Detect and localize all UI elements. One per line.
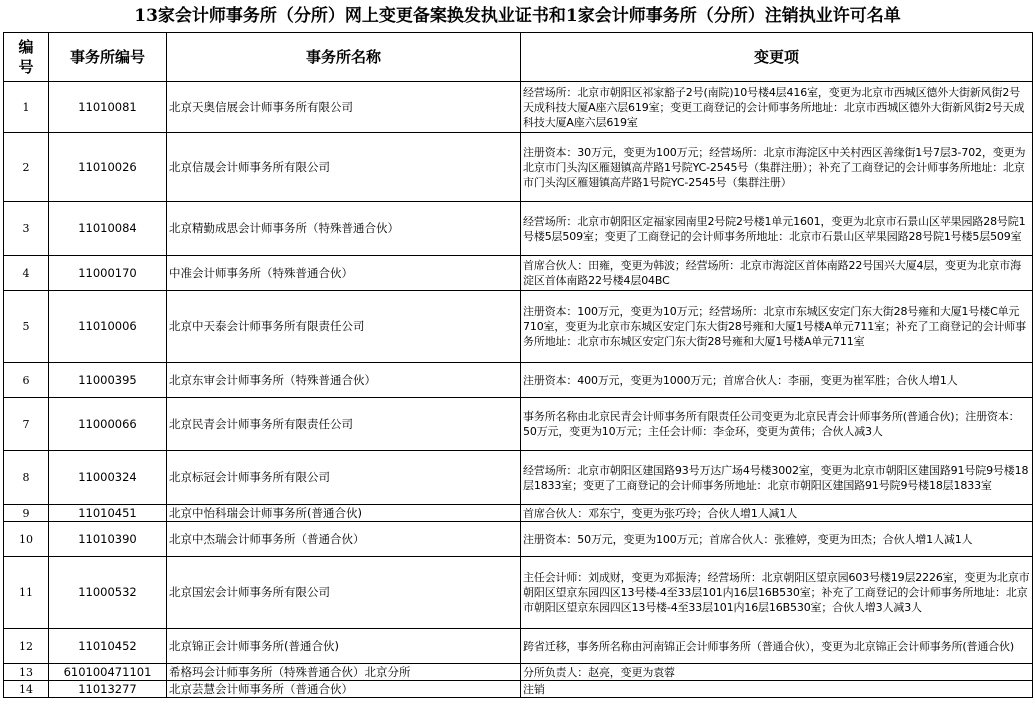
row-change: 注册资本：100万元，变更为10万元；经营场所：北京市东城区安定门东大街28号雍和大厦1号楼C单元710室，变更为北京市东城区安定门东大街28号雍和大厦1号楼A单元711室；补充了工商登记的会计师事务所地址：北京市东城区安定门东大街28号雍和大厦1号楼A单元711室: [521, 291, 1033, 363]
row-index: 8: [4, 451, 49, 505]
row-index: 13: [4, 664, 49, 681]
row-change: 经营场所：北京市朝阳区建国路93号万达广场4号楼3002室，变更为北京市朝阳区建国路91号院9号楼18层1833室；变更了工商登记的会计师事务所地址：北京市朝阳区建国路91号院9号楼18层1833室: [521, 451, 1033, 505]
header-index-label: 编号: [18, 38, 34, 76]
row-name: 北京标冠会计师事务所有限公司: [167, 451, 521, 505]
table-row: [4, 256, 1033, 291]
table-row: [4, 363, 1033, 398]
row-name: 北京中天泰会计师事务所有限责任公司: [167, 291, 521, 363]
row-name: 北京东审会计师事务所（特殊普通合伙）: [167, 363, 521, 398]
row-code: 11000066: [49, 398, 167, 451]
table-row: [4, 291, 1033, 363]
header-row: [4, 33, 1033, 82]
table-row: [4, 451, 1033, 505]
row-code: 11010084: [49, 202, 167, 256]
row-code: 11000532: [49, 557, 167, 629]
table-row: [4, 82, 1033, 133]
table-row: [4, 664, 1033, 681]
row-index: 6: [4, 363, 49, 398]
table-row: [4, 557, 1033, 629]
row-code: 11010452: [49, 629, 167, 664]
row-change: 注册资本：50万元，变更为100万元；首席合伙人：张雅婷，变更为田杰；合伙人增1人减1人: [521, 522, 1033, 557]
row-index: 2: [4, 133, 49, 202]
row-index: 5: [4, 291, 49, 363]
row-change: 首席合伙人：田雍，变更为韩波；经营场所：北京市海淀区首体南路22号国兴大厦4层，变更为北京市海淀区首体南路22号楼4层04BC: [521, 256, 1033, 291]
row-code: 11000324: [49, 451, 167, 505]
row-code: 11010451: [49, 505, 167, 522]
row-name: 希格玛会计师事务所（特殊普通合伙）北京分所: [167, 664, 521, 681]
row-name: 北京国宏会计师事务所有限公司: [167, 557, 521, 629]
table-row: [4, 681, 1033, 698]
row-code: 11000395: [49, 363, 167, 398]
header-change: 变更项: [521, 33, 1033, 82]
row-change: 注册资本：30万元，变更为100万元；经营场所：北京市海淀区中关村西区善缘街1号7层3-702，变更为北京市门头沟区雁翅镇高芹路1号院YC-2545号（集群注册）；补充了工商登记的会计师事务所地址：北京市门头沟区雁翅镇高芹路1号院YC-2545号（集群注册）: [521, 133, 1033, 202]
table-row: [4, 202, 1033, 256]
row-name: 北京民青会计师事务所有限责任公司: [167, 398, 521, 451]
header-code: 事务所编号: [49, 33, 167, 82]
row-name: 北京中杰瑞会计师事务所（普通合伙）: [167, 522, 521, 557]
row-change: 事务所名称由北京民青会计师事务所有限责任公司变更为北京民青会计师事务所(普通合伙)；注册资本：50万元，变更为10万元；主任会计师：李金环，变更为黄伟；合伙人减3人: [521, 398, 1033, 451]
row-change: 主任会计师：刘成财，变更为邓振涛；经营场所：北京朝阳区望京园603号楼19层2226室，变更为北京市朝阳区望京东园四区13号楼-4至33层101内16层16B530室；补充了工商登记的会计师事务所地址：北京市朝阳区望京东园四区13号楼-4至33层101内16层16B530室；合伙人增3人减3人: [521, 557, 1033, 629]
row-index: 3: [4, 202, 49, 256]
row-index: 10: [4, 522, 49, 557]
row-code: 11010026: [49, 133, 167, 202]
row-index: 11: [4, 557, 49, 629]
document-title: 13家会计师事务所（分所）网上变更备案换发执业证书和1家会计师事务所（分所）注销执业许可名单: [134, 6, 901, 26]
row-code: 11013277: [49, 681, 167, 698]
row-change: 注册资本：400万元，变更为1000万元；首席合伙人：李丽，变更为崔军胜；合伙人增1人: [521, 363, 1033, 398]
table-row: [4, 133, 1033, 202]
table-row: [4, 629, 1033, 664]
row-change: 跨省迁移，事务所名称由河南锦正会计师事务所（普通合伙），变更为北京锦正会计师事务所(普通合伙): [521, 629, 1033, 664]
row-code: 11010390: [49, 522, 167, 557]
row-change: 经营场所：北京市朝阳区祁家豁子2号(南院)10号楼4层416室，变更为北京市西城区德外大街新风街2号天成科技大厦A座六层619室；变更工商登记的会计师事务所地址：北京市西城区德外大街新风街2号天成科技大厦A座六层619室: [521, 82, 1033, 133]
row-code: 11010081: [49, 82, 167, 133]
row-name: 北京锦正会计师事务所(普通合伙): [167, 629, 521, 664]
row-name: 北京中怡科瑞会计师事务所(普通合伙): [167, 505, 521, 522]
row-index: 9: [4, 505, 49, 522]
row-change: 分所负责人：赵亮，变更为袁蓉: [521, 664, 1033, 681]
row-name: 北京芸慧会计师事务所（普通合伙）: [167, 681, 521, 698]
registry-table: [3, 32, 1033, 698]
row-index: 7: [4, 398, 49, 451]
row-name: 北京天奥信展会计师事务所有限公司: [167, 82, 521, 133]
header-index: [4, 33, 49, 82]
row-change: 注销: [521, 681, 1033, 698]
table-row: [4, 505, 1033, 522]
row-name: 北京精勤成思会计师事务所（特殊普通合伙）: [167, 202, 521, 256]
row-index: 4: [4, 256, 49, 291]
row-index: 14: [4, 681, 49, 698]
table-row: [4, 522, 1033, 557]
row-code: 11000170: [49, 256, 167, 291]
row-name: 中准会计师事务所（特殊普通合伙）: [167, 256, 521, 291]
row-change: 首席合伙人：邓东宁，变更为张巧玲；合伙人增1人减1人: [521, 505, 1033, 522]
header-name: 事务所名称: [167, 33, 521, 82]
row-name: 北京信晟会计师事务所有限公司: [167, 133, 521, 202]
row-index: 12: [4, 629, 49, 664]
row-change: 经营场所：北京市朝阳区定福家园南里2号院2号楼1单元1601，变更为北京市石景山区苹果园路28号院1号楼5层509室；变更了工商登记的会计师事务所地址：北京市石景山区苹果园路28号院1号楼5层509室: [521, 202, 1033, 256]
table-row: [4, 398, 1033, 451]
row-code: 11010006: [49, 291, 167, 363]
row-code: 610100471101: [49, 664, 167, 681]
row-index: 1: [4, 82, 49, 133]
